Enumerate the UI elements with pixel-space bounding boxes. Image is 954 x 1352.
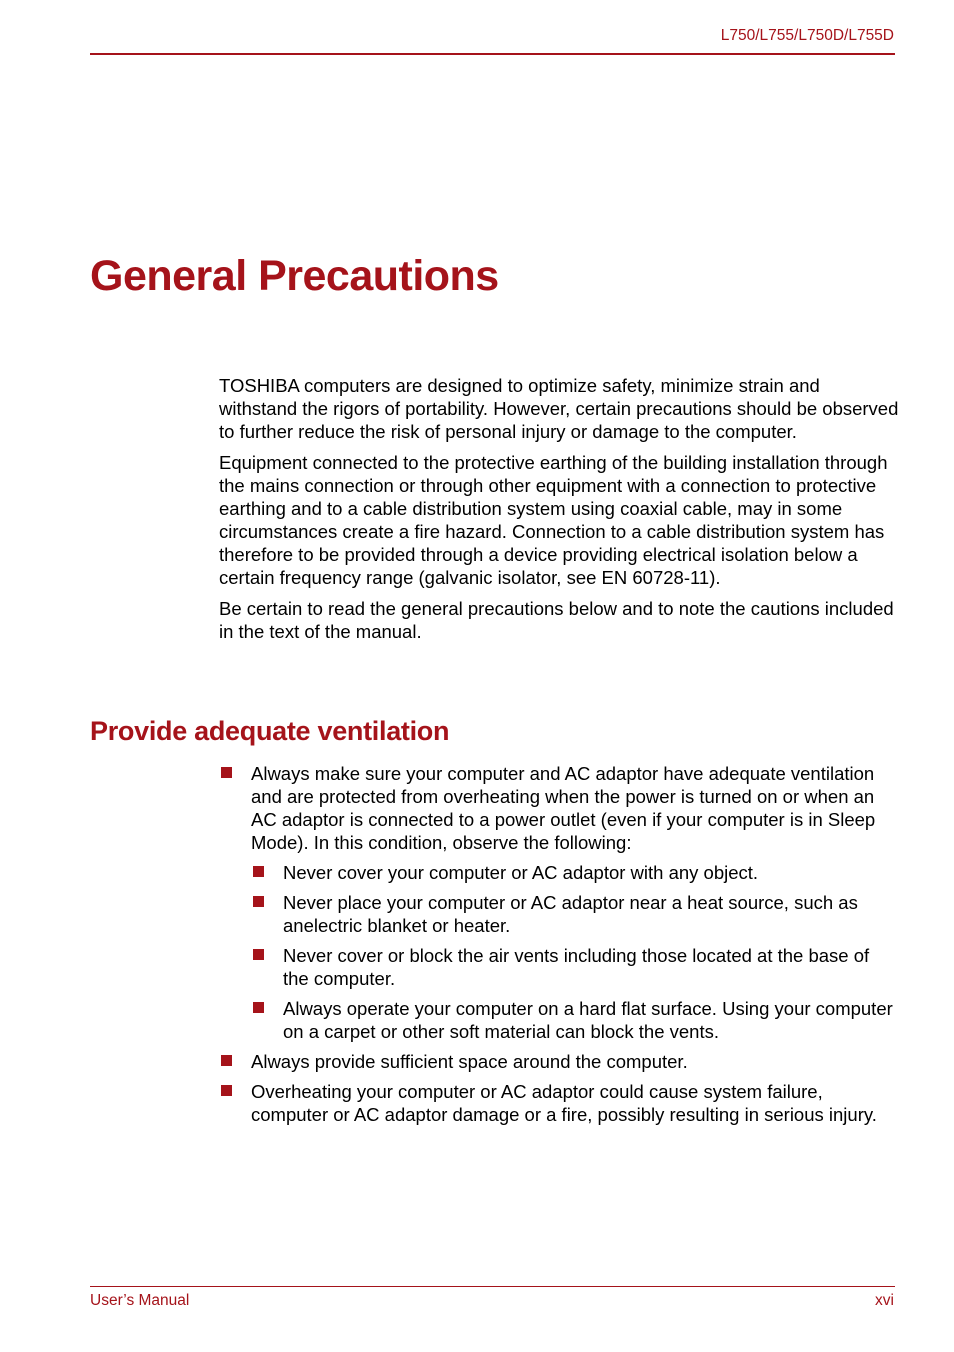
page-title: General Precautions bbox=[90, 252, 499, 300]
sub-list-item bbox=[251, 997, 899, 1043]
sub-list-item-text: Never cover or block the air vents including those located at the base of the computer. bbox=[283, 945, 870, 989]
sub-list bbox=[251, 861, 899, 1043]
sub-list-item-text: Always operate your computer on a hard flat surface. Using your computer on a carpet or other soft material can block the vents. bbox=[283, 998, 893, 1042]
list-item bbox=[219, 1080, 899, 1126]
square-bullet-icon bbox=[221, 1085, 232, 1096]
section-heading: Provide adequate ventilation bbox=[90, 716, 450, 746]
page-number: xvi bbox=[875, 1292, 894, 1309]
intro-paragraph: Be certain to read the general precautions below and to note the cautions included in the text of the manual. bbox=[219, 598, 894, 642]
footer-rule bbox=[90, 1286, 895, 1287]
sub-list-item-text: Never cover your computer or AC adaptor with any object. bbox=[283, 862, 759, 883]
square-bullet-icon bbox=[253, 866, 264, 877]
header-rule bbox=[90, 53, 895, 55]
ventilation-list bbox=[219, 762, 899, 1133]
square-bullet-icon bbox=[253, 1002, 264, 1013]
list-item-text: Always make sure your computer and AC adaptor have adequate ventilation and are protected from overheating when the power is turned on or when an AC adaptor is connected to a power outlet (even if your computer is in Sleep Mode). In this condition, observe the following: bbox=[251, 763, 876, 853]
square-bullet-icon bbox=[221, 767, 232, 778]
intro-text bbox=[219, 374, 899, 651]
intro-paragraph: Equipment connected to the protective earthing of the building installation through the mains connection or through other equipment with a connection to protective earthing and to a cable distribution system using coaxial cable, may in some circumstances create a fire hazard. Connection to a cable distribution system has therefore to be provided through a device providing electrical isolation below a certain frequency range (galvanic isolator, see EN 60728-11). bbox=[219, 452, 888, 588]
intro-paragraph: TOSHIBA computers are designed to optimize safety, minimize strain and withstand the rigors of portability. However, certain precautions should be observed to further reduce the risk of personal injury or damage to the computer. bbox=[219, 375, 899, 442]
sub-list-item bbox=[251, 944, 899, 990]
list-item bbox=[219, 1050, 899, 1073]
list-item-text: Overheating your computer or AC adaptor could cause system failure, computer or AC adaptor damage or a fire, possibly resulting in serious injury. bbox=[251, 1081, 877, 1125]
sub-list-item bbox=[251, 861, 899, 884]
sub-list-item-text: Never place your computer or AC adaptor near a heat source, such as anelectric blanket or heater. bbox=[283, 892, 858, 936]
footer-manual-label: User’s Manual bbox=[90, 1292, 190, 1309]
square-bullet-icon bbox=[253, 896, 264, 907]
header-model-label: L750/L755/L750D/L755D bbox=[720, 27, 894, 44]
list-item bbox=[219, 762, 899, 1043]
list-item-text: Always provide sufficient space around the computer. bbox=[251, 1051, 688, 1072]
sub-list-item bbox=[251, 891, 899, 937]
square-bullet-icon bbox=[253, 949, 264, 960]
square-bullet-icon bbox=[221, 1055, 232, 1066]
